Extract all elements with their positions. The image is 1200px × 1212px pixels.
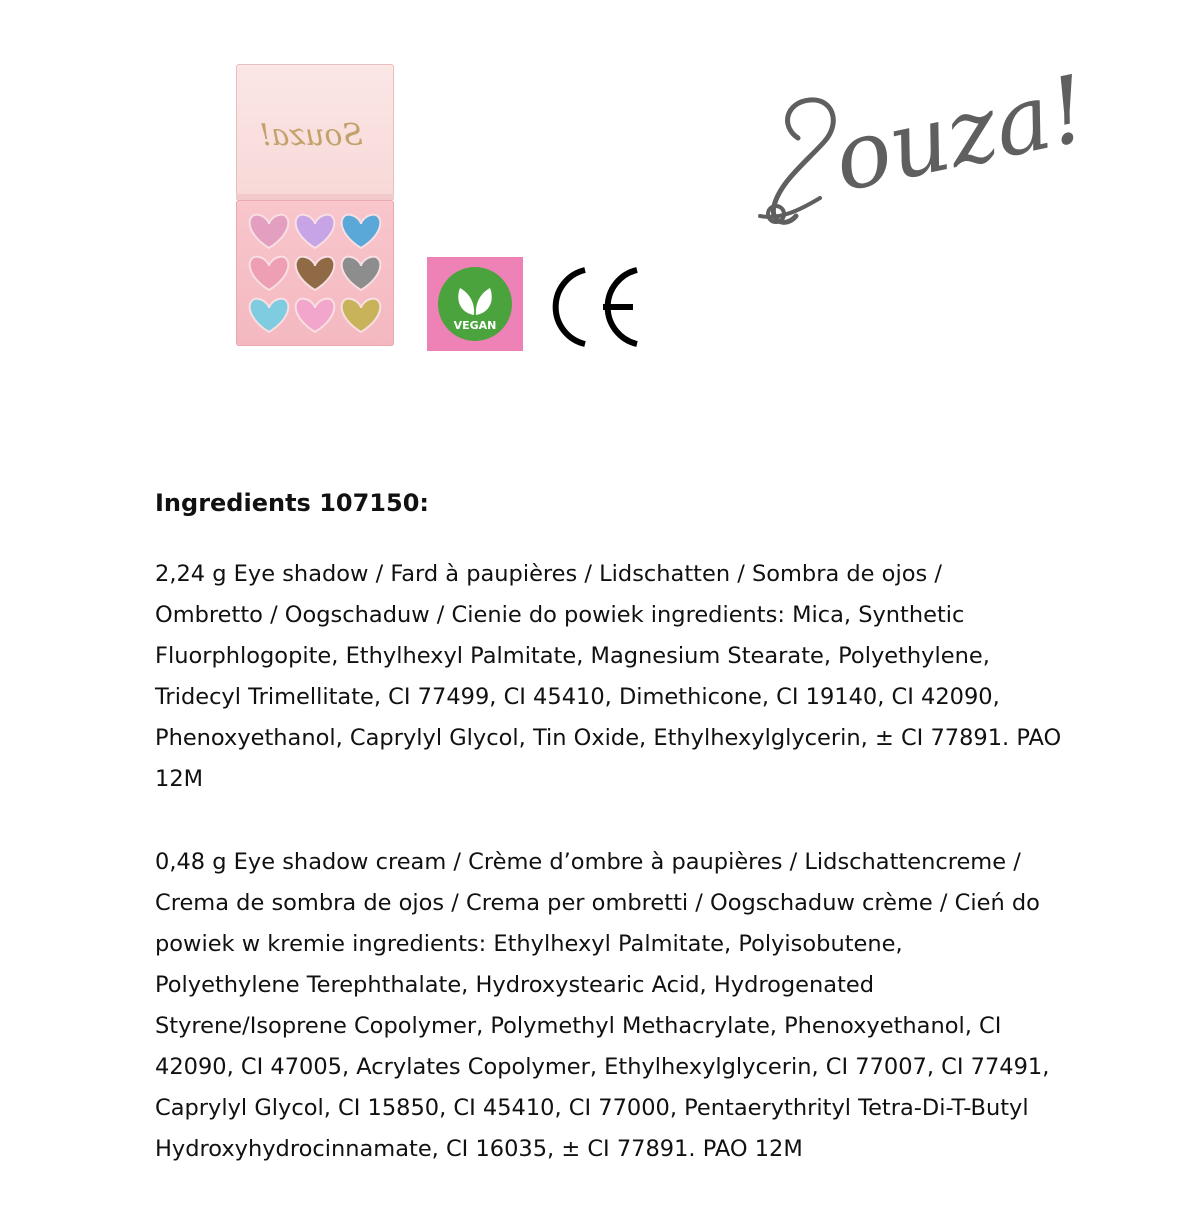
lid-brand-logo (259, 105, 371, 165)
heart-shadow-pan (296, 215, 335, 248)
souza-brand-logo (740, 30, 1080, 240)
svg-text:Souza!: Souza! (259, 118, 363, 153)
heart-shadow-pan (250, 299, 289, 332)
vegan-badge (427, 257, 523, 351)
ce-mark-icon (541, 262, 641, 350)
souza-logo-icon (740, 30, 1080, 240)
heart-shadow-grid (246, 210, 384, 336)
heart-shadow-pan (296, 257, 335, 290)
palette-lid (236, 64, 394, 196)
heart-shadow-pan (342, 257, 381, 290)
palette-base (236, 200, 394, 346)
vegan-label: VEGAN (453, 319, 497, 332)
svg-text:ouza!: ouza! (824, 55, 1080, 213)
heart-shadow-pan (250, 215, 289, 248)
ingredients-heading: Ingredients 107150: (155, 489, 429, 517)
heart-shadow-pan (250, 257, 289, 290)
heart-shadow-pan (342, 215, 381, 248)
product-palette-image (236, 64, 394, 346)
ingredients-paragraph-eyeshadow: 2,24 g Eye shadow / Fard à paupières / Lidschatten / Sombra de ojos / Ombretto / Oogschaduw / Cienie do powiek ingredients: Mica, Synthetic Fluorphlogopite, Ethylhexyl Palmitate, Magnesium Stearate, Polyethylene, Tridecyl Trimellitate, CI 77499, CI 45410, Dimethicone, CI 19140, CI 42090, Phenoxyethanol, Caprylyl Glycol, Tin Oxide, Ethylhexylglycerin, ± CI 77891. PAO 12M (155, 561, 1062, 792)
heart-shadow-pan (296, 299, 335, 332)
ingredients-paragraph-cream: 0,48 g Eye shadow cream / Crème d’ombre à paupières / Lidschattencreme / Crema de sombra de ojos / Crema per ombretti / Oogschaduw crème / Cień do powiek w kremie ingredients: Ethylhexyl Palmitate, Polyisobutene, Polyethylene Terephthalate, Hydroxystearic Acid, Hydrogenated Styrene/Isoprene Copolymer, Polymethyl Methacrylate, Phenoxyethanol, CI 42090, CI 47005, Acrylates Copolymer, Ethylhexylglycerin, CI 77007, CI 77491, Caprylyl Glycol, CI 15850, CI 45410, CI 77000, Pentaerythrityl Tetra-Di-T-Butyl Hydroxyhydrocinnamate, CI 16035, ± CI 77891. PAO 12M (155, 849, 1050, 1162)
heart-shadow-pan (342, 299, 381, 332)
ingredients-section (155, 484, 1085, 1212)
vegan-leaf-icon (427, 257, 523, 351)
